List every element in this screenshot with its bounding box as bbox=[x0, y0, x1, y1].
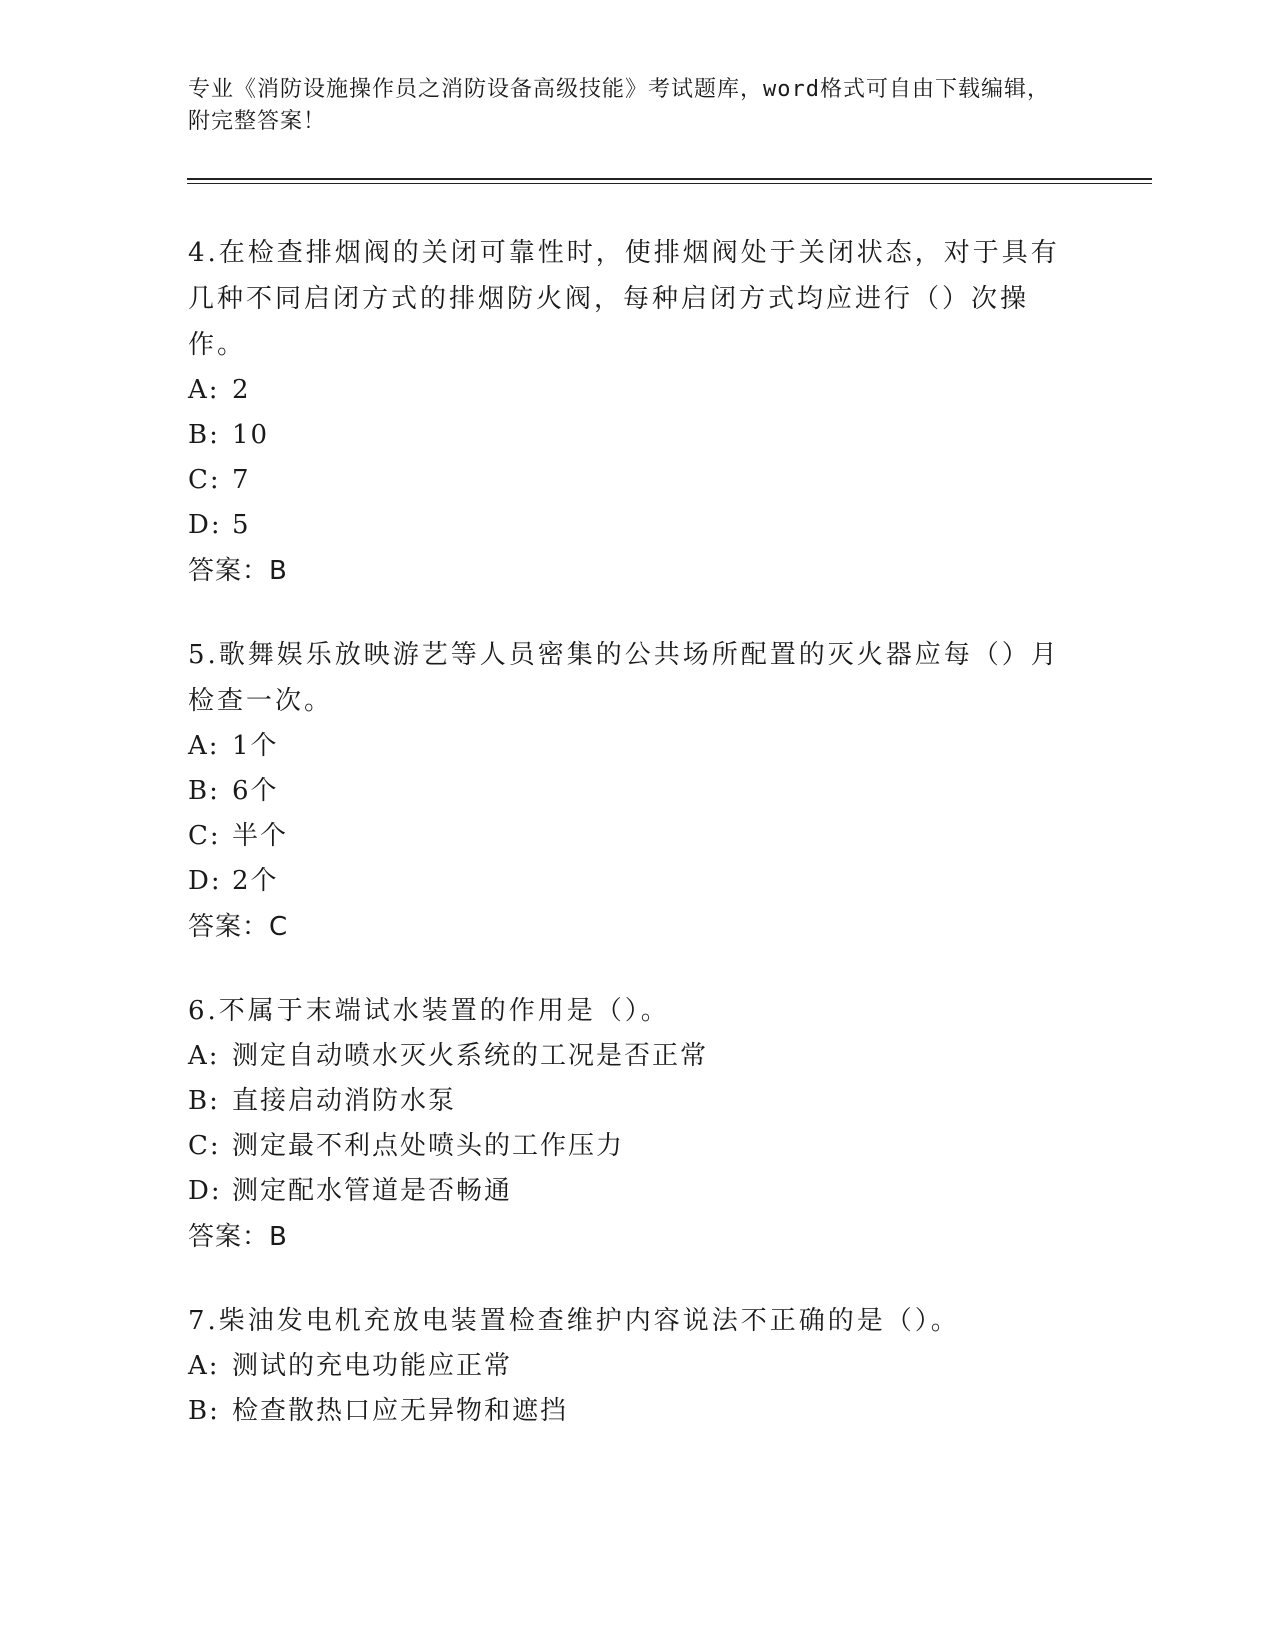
option-text: 测定最不利点处喷头的工作压力 bbox=[232, 1131, 625, 1161]
option-text: 2 bbox=[232, 375, 251, 405]
question-stem: 4.在检查排烟阀的关闭可靠性时，使排烟阀处于关闭状态，对于具有几种不同启闭方式的排烟防火阀，每种启闭方式均应进行（）次操作。 bbox=[188, 238, 1060, 360]
option-letter: B: bbox=[188, 420, 220, 450]
option-text: 10 bbox=[232, 420, 270, 450]
option-text: 检查散热口应无异物和遮挡 bbox=[232, 1396, 569, 1426]
header-note: 专业《消防设施操作员之消防设备高级技能》考试题库，word格式可自由下载编辑，附完整答案！ bbox=[188, 77, 1050, 134]
option-text: 直接启动消防水泵 bbox=[232, 1086, 457, 1116]
answer-line: 答案：B bbox=[188, 1222, 288, 1252]
option-d bbox=[188, 1169, 1068, 1214]
option-letter: D: bbox=[188, 510, 222, 540]
question-stem: 6.不属于末端试水装置的作用是（）。 bbox=[188, 996, 670, 1026]
question-item bbox=[188, 230, 1068, 594]
option-text: 6个 bbox=[232, 776, 279, 806]
option-letter: D: bbox=[188, 1176, 222, 1206]
option-text: 测定自动喷水灭火系统的工况是否正常 bbox=[232, 1041, 709, 1071]
question-item bbox=[188, 632, 1068, 950]
option-a bbox=[188, 1344, 1068, 1389]
question-stem: 5.歌舞娱乐放映游艺等人员密集的公共场所配置的灭火器应每（）月检查一次。 bbox=[188, 640, 1060, 716]
option-b bbox=[188, 413, 1068, 458]
option-letter: B: bbox=[188, 1086, 220, 1116]
question-item bbox=[188, 988, 1068, 1260]
option-b bbox=[188, 769, 1068, 814]
option-letter: C: bbox=[188, 465, 221, 495]
option-letter: A: bbox=[188, 1041, 220, 1071]
option-text: 2个 bbox=[232, 866, 279, 896]
option-text: 7 bbox=[232, 465, 251, 495]
option-d bbox=[188, 503, 1068, 548]
option-letter: A: bbox=[188, 375, 220, 405]
question-list bbox=[188, 230, 1068, 1472]
option-a bbox=[188, 724, 1068, 769]
option-a bbox=[188, 1034, 1068, 1079]
option-letter: C: bbox=[188, 1131, 221, 1161]
option-letter: B: bbox=[188, 1396, 220, 1426]
option-text: 1个 bbox=[232, 731, 279, 761]
answer-line: 答案：C bbox=[188, 912, 289, 942]
option-text: 半个 bbox=[232, 821, 289, 851]
option-c bbox=[188, 458, 1068, 503]
option-letter: D: bbox=[188, 866, 222, 896]
option-letter: A: bbox=[188, 1351, 220, 1381]
option-d bbox=[188, 859, 1068, 904]
option-a bbox=[188, 368, 1068, 413]
option-text: 测试的充电功能应正常 bbox=[232, 1351, 513, 1381]
option-c bbox=[188, 1124, 1068, 1169]
option-letter: B: bbox=[188, 776, 220, 806]
option-c bbox=[188, 814, 1068, 859]
answer-line: 答案：B bbox=[188, 556, 288, 586]
option-b bbox=[188, 1079, 1068, 1124]
header-divider bbox=[187, 178, 1152, 184]
option-text: 测定配水管道是否畅通 bbox=[232, 1176, 513, 1206]
option-letter: A: bbox=[188, 731, 220, 761]
question-stem: 7.柴油发电机充放电装置检查维护内容说法不正确的是（）。 bbox=[188, 1306, 960, 1336]
question-item bbox=[188, 1298, 1068, 1434]
option-text: 5 bbox=[232, 510, 251, 540]
option-b bbox=[188, 1389, 1068, 1434]
option-letter: C: bbox=[188, 821, 221, 851]
